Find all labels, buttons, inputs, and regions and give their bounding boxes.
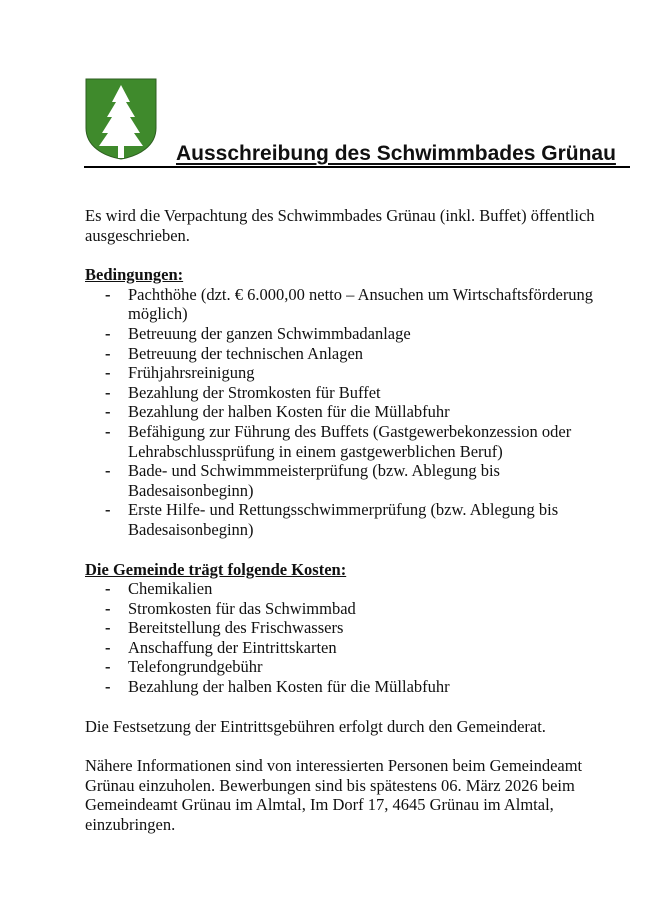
list-item: - Bade- und Schwimmmeisterprüfung (bzw. Ablegung bis Badesaisonbeginn) [128,461,625,500]
conditions-section [85,265,625,539]
list-item: - Pachthöhe (dzt. € 6.000,00 netto – Ansuchen um Wirtschaftsförderung möglich) [128,285,625,324]
costs-list [85,579,625,697]
page-title: Ausschreibung des Schwimmbades Grünau [176,142,616,165]
conditions-list [85,285,625,540]
list-item: - Anschaffung der Eintrittskarten [128,638,625,658]
list-item: - Frühjahrsreinigung [128,363,625,383]
header-divider [84,166,630,168]
list-item: - Bezahlung der halben Kosten für die Müllabfuhr [128,677,625,697]
municipal-crest-fir-tree-icon [85,78,157,160]
conditions-heading: Bedingungen: [85,265,184,285]
list-item: - Befähigung zur Führung des Buffets (Gastgewerbekonzession oder Lehrabschlussprüfung in einem gastgewerblichen Beruf) [128,422,625,461]
list-item: - Erste Hilfe- und Rettungsschwimmerprüfung (bzw. Ablegung bis Badesaisonbeginn) [128,500,625,539]
list-item: - Betreuung der technischen Anlagen [128,344,625,364]
list-item: - Bereitstellung des Frischwassers [128,618,625,638]
list-item: - Bezahlung der Stromkosten für Buffet [128,383,625,403]
intro-paragraph: Es wird die Verpachtung des Schwimmbades Grünau (inkl. Buffet) öffentlich ausgeschrieben. [85,206,595,245]
list-item: - Stromkosten für das Schwimmbad [128,599,625,619]
list-item: - Chemikalien [128,579,625,599]
list-item: - Betreuung der ganzen Schwimmbadanlage [128,324,625,344]
costs-section [85,560,625,697]
list-item: - Telefongrundgebühr [128,657,625,677]
fees-paragraph: Die Festsetzung der Eintrittsgebühren erfolgt durch den Gemeinderat. [85,716,546,736]
contact-paragraph: Nähere Informationen sind von interessierten Personen beim Gemeindeamt Grünau einzuholen. Bewerbungen sind bis spätestens 06. März 2026 beim Gemeindeamt Grünau im Almtal, Im Dorf 17, 4645 Grünau im Almtal, einzubringen. [85,756,583,835]
document-body [85,206,625,835]
list-item: - Bezahlung der halben Kosten für die Müllabfuhr [128,402,625,422]
costs-heading: Die Gemeinde trägt folgende Kosten: [85,559,347,579]
